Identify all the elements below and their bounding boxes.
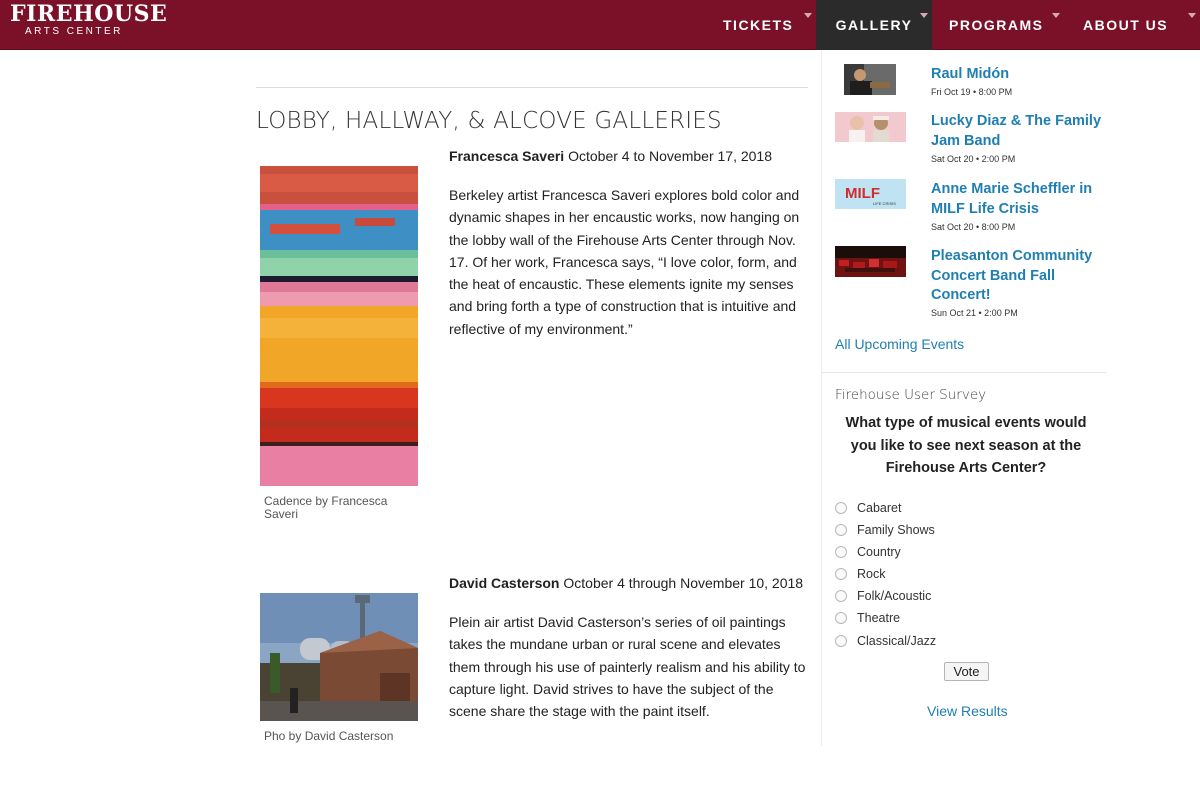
artwork-image-casterson [260,593,418,721]
radio-button[interactable] [835,568,847,580]
view-results-link[interactable]: View Results [927,703,1008,719]
nav-item-label: ABOUT US [1083,17,1169,33]
event-date: Sun Oct 21 • 2:00 PM [931,308,1018,318]
option-label: Classical/Jazz [857,634,937,648]
exhibit-dates: October 4 through November 10, 2018 [559,575,804,591]
vote-button[interactable]: Vote [944,662,989,681]
nav-item-gallery[interactable] [816,0,932,50]
event-thumbnail[interactable] [835,112,906,142]
option-label: Country [857,545,901,559]
survey-option-theatre[interactable] [835,609,900,627]
exhibit-dates: October 4 to November 17, 2018 [564,148,772,164]
event-date: Sat Oct 20 • 8:00 PM [931,222,1016,232]
nav-item-label: TICKETS [723,17,794,33]
site-header [0,0,1200,50]
exhibit-description: Berkeley artist Francesca Saveri explores bold color and dynamic shapes in her encaustic works, now hanging on the lobby wall of the Firehouse Arts Center through Nov. 17. Of her work, Francesca says, “I love color, form, and the heat of encaustic. These elements ignite my senses and bring forth a type of construction that is intuitive and reflective of my environment.” [449,187,800,337]
exhibit-artist: David Casterson [449,575,560,591]
survey-option-folk-acoustic[interactable] [835,587,931,605]
radio-button[interactable] [835,502,847,514]
event-date: Sat Oct 20 • 2:00 PM [931,154,1016,164]
nav-item-about-us[interactable] [1064,0,1200,50]
artwork-caption: Cadence by Francesca Saveri [264,494,388,521]
survey-option-family-shows[interactable] [835,521,935,539]
survey-option-country[interactable] [835,543,901,561]
option-label: Theatre [857,611,901,625]
survey-question: What type of musical events would you like to see next season at the Firehouse Arts Center? [845,415,1087,476]
exhibit-artist: Francesca Saveri [449,148,565,164]
artwork-image-cadence [260,166,418,486]
event-title-link[interactable]: Lucky Diaz & The Family Jam Band [931,113,1102,149]
survey-option-cabaret[interactable] [835,499,901,517]
caret-down-icon [1052,13,1060,18]
event-thumbnail[interactable] [844,64,896,95]
radio-button[interactable] [835,546,847,558]
site-logo[interactable] [10,2,167,38]
content-divider [256,87,808,88]
sidebar-divider [821,50,822,746]
artwork-caption: Pho by David Casterson [264,729,394,743]
caret-down-icon [920,13,928,18]
exhibit-heading [449,148,772,164]
page-title: LOBBY, HALLWAY, & ALCOVE GALLERIES [256,108,722,134]
nav-item-label: GALLERY [835,17,913,33]
sidebar-rule [822,372,1106,373]
event-title-link[interactable]: Pleasanton Community Concert Band Fall Concert! [931,248,1093,303]
event-title-link[interactable]: Raul Midón [931,66,1010,82]
option-label: Cabaret [857,501,902,515]
thumbnail-title: MILF [845,185,880,202]
survey-option-classical-jazz[interactable] [835,632,936,650]
option-label: Rock [857,567,886,581]
exhibit-heading [449,575,803,591]
radio-button[interactable] [835,590,847,602]
option-label: Family Shows [857,523,935,537]
event-date: Fri Oct 19 • 8:00 PM [931,87,1013,97]
event-title-link[interactable]: Anne Marie Scheffler in MILF Life Crisis [931,181,1093,217]
logo-wordmark: FIREHOUSE [10,1,168,27]
caret-down-icon [1188,13,1196,18]
logo-subtitle: ARTS CENTER [25,26,123,37]
survey-title: Firehouse User Survey [835,387,987,403]
nav-item-label: PROGRAMS [949,17,1044,33]
all-upcoming-events-link[interactable]: All Upcoming Events [835,336,965,352]
radio-button[interactable] [835,635,847,647]
caret-down-icon [804,13,812,18]
thumbnail-subtitle: LIFE CRISIS [873,201,896,206]
nav-item-programs[interactable] [932,0,1064,50]
radio-button[interactable] [835,524,847,536]
survey-option-rock[interactable] [835,565,885,583]
event-thumbnail[interactable] [835,179,906,209]
exhibit-description: Plein air artist David Casterson’s series of oil paintings takes the mundane urban or rural scene and elevates them through his use of painterly realism and his ability to capture light. David strives to have the subject of the scene share the stage with the paint itself. [449,614,806,720]
event-thumbnail[interactable] [835,246,906,277]
main-nav [719,0,1200,50]
nav-item-tickets[interactable] [719,0,816,50]
radio-button[interactable] [835,612,847,624]
option-label: Folk/Acoustic [857,589,932,603]
